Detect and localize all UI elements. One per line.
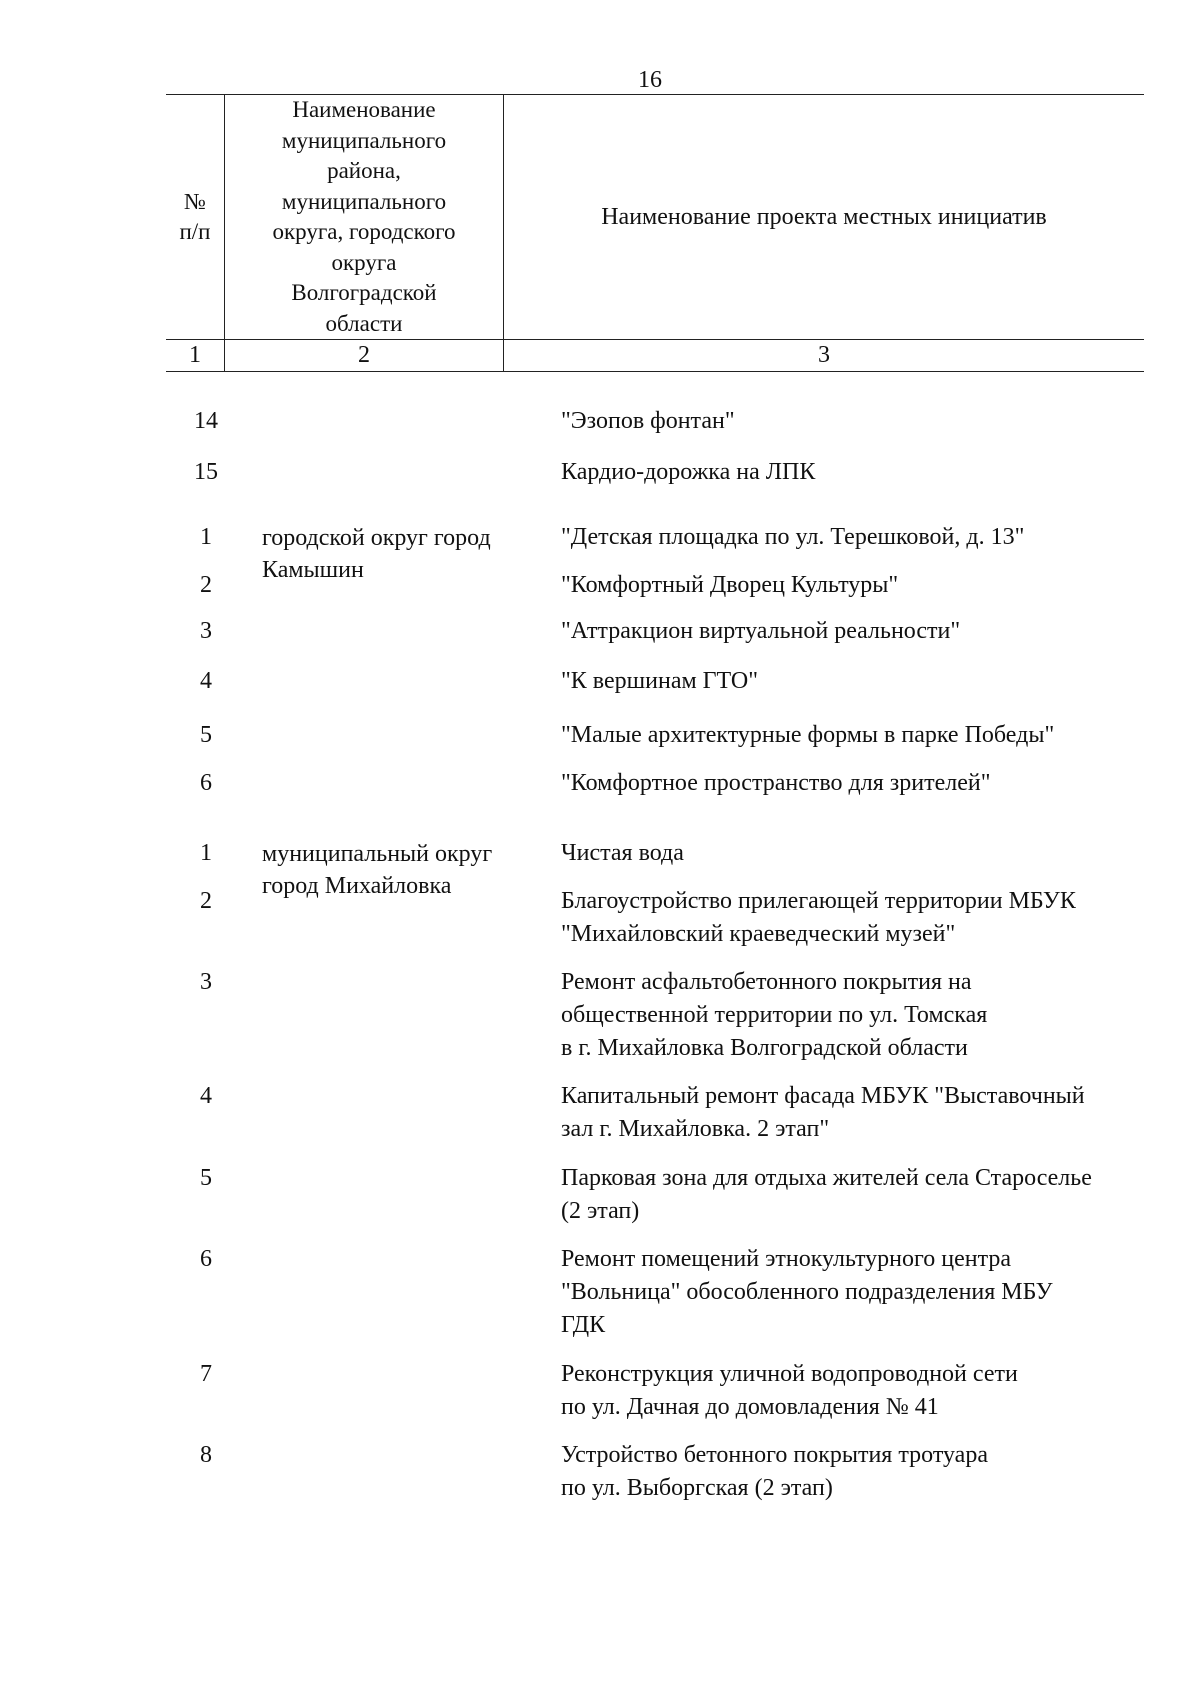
header-num-3: 3 bbox=[504, 340, 1145, 372]
header-col-project bbox=[504, 95, 1145, 340]
project-name: Ремонт асфальтобетонного покрытия на общественной территории по ул. Томская в г. Михайловка Волгоградской области bbox=[561, 969, 988, 1061]
header-col-number bbox=[166, 95, 225, 340]
row-number: 5 bbox=[200, 1165, 212, 1191]
row-number: 4 bbox=[200, 1083, 212, 1109]
row-number: 7 bbox=[200, 1361, 212, 1387]
row-number: 5 bbox=[200, 722, 212, 748]
project-name: Благоустройство прилегающей территории МБУК "Михайловский краеведческий музей" bbox=[561, 888, 1076, 947]
row-number: 15 bbox=[194, 459, 218, 485]
row-number: 6 bbox=[200, 1246, 212, 1272]
header-col-project-text: Наименование проекта местных инициатив bbox=[601, 203, 1047, 230]
header-col-district bbox=[225, 95, 504, 340]
header-num-1: 1 bbox=[166, 340, 225, 372]
row-number: 3 bbox=[200, 969, 212, 995]
project-name: Капитальный ремонт фасада МБУК "Выставочный зал г. Михайловка. 2 этап" bbox=[561, 1083, 1085, 1142]
table-header bbox=[166, 94, 1144, 372]
row-number: 3 bbox=[200, 618, 212, 644]
project-name: "Детская площадка по ул. Терешковой, д. 13" bbox=[561, 524, 1025, 550]
row-number: 2 bbox=[200, 572, 212, 598]
project-name: Ремонт помещений этнокультурного центра "Вольница" обособленного подразделения МБУ ГДК bbox=[561, 1246, 1053, 1338]
header-row bbox=[166, 95, 1144, 340]
header-table bbox=[166, 94, 1144, 372]
row-number: 8 bbox=[200, 1442, 212, 1468]
district-name: городской округ город Камышин bbox=[262, 525, 491, 583]
project-name: "Комфортный Дворец Культуры" bbox=[561, 572, 899, 598]
project-name: Устройство бетонного покрытия тротуара по ул. Выборгская (2 этап) bbox=[561, 1442, 988, 1501]
project-name: Реконструкция уличной водопроводной сети по ул. Дачная до домовладения № 41 bbox=[561, 1361, 1018, 1420]
row-number: 4 bbox=[200, 668, 212, 694]
page-number: 16 bbox=[638, 67, 662, 93]
row-number: 1 bbox=[200, 840, 212, 866]
project-name: "Аттракцион виртуальной реальности" bbox=[561, 618, 961, 644]
project-name: Парковая зона для отдыха жителей села Староселье (2 этап) bbox=[561, 1165, 1092, 1224]
row-number: 1 bbox=[200, 524, 212, 550]
header-col-district-text: Наименование муниципального района, муниципального округа, городского округа Волгоградской области bbox=[272, 97, 456, 336]
row-number: 14 bbox=[194, 408, 218, 434]
header-col-number-text: № п/п bbox=[179, 188, 211, 244]
header-num-2: 2 bbox=[225, 340, 504, 372]
project-name: "Малые архитектурные формы в парке Победы" bbox=[561, 722, 1055, 748]
project-name: "К вершинам ГТО" bbox=[561, 668, 759, 694]
project-name: Чистая вода bbox=[561, 840, 684, 866]
district-name: муниципальный округ город Михайловка bbox=[262, 841, 493, 899]
row-number: 2 bbox=[200, 888, 212, 914]
row-number: 6 bbox=[200, 770, 212, 796]
project-name: "Эзопов фонтан" bbox=[561, 408, 735, 434]
project-name: "Комфортное пространство для зрителей" bbox=[561, 770, 991, 796]
header-number-row bbox=[166, 340, 1144, 372]
project-name: Кардио-дорожка на ЛПК bbox=[561, 459, 816, 485]
